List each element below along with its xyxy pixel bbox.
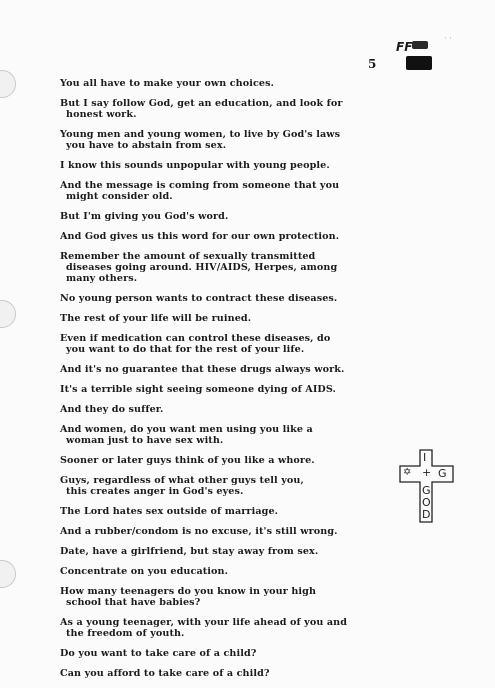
cross-right-letter: G	[438, 467, 447, 480]
text-line-start: It's a terrible sight seeing someone dying of AIDS.	[60, 384, 336, 395]
text-line	[60, 333, 405, 355]
text-line	[60, 566, 405, 577]
text-line-start: Sooner or later guys think of you like a whore.	[60, 455, 315, 466]
header-initials: FF	[396, 40, 413, 54]
text-line-continuation: woman just to have sex with.	[66, 435, 224, 446]
binder-hole	[0, 300, 16, 328]
text-line	[60, 668, 405, 679]
text-line-start: Do you want to take care of a child?	[60, 648, 257, 659]
text-body	[60, 78, 405, 688]
text-line	[60, 648, 405, 659]
text-line-continuation: this creates anger in God's eyes.	[66, 486, 244, 497]
text-line-start: But I'm giving you God's word.	[60, 211, 229, 222]
text-line-start: You all have to make your own choices.	[60, 78, 275, 89]
text-line	[60, 313, 405, 324]
text-line-start: Can you afford to take care of a child?	[60, 668, 270, 679]
text-line-start: Date, have a girlfriend, but stay away from sex.	[60, 546, 319, 557]
cross-center-plus: +	[422, 466, 432, 479]
text-line-start: And it's no guarantee that these drugs always work.	[60, 364, 345, 375]
text-line-start: Guys, regardless of what other guys tell you,	[60, 475, 304, 486]
text-line-start: As a young teenager, with your life ahead of you and	[60, 617, 348, 628]
text-line	[60, 180, 405, 202]
text-line-start: The rest of your life will be ruined.	[60, 313, 252, 324]
text-line-start: And a rubber/condom is no excuse, it's still wrong.	[60, 526, 338, 537]
text-line	[60, 98, 405, 120]
text-line-continuation: you have to abstain from sex.	[66, 140, 227, 151]
cross-letter-2: O	[422, 496, 431, 509]
text-line-start: No young person wants to contract these diseases.	[60, 293, 338, 304]
text-line	[60, 293, 405, 304]
text-line-continuation: school that have babies?	[66, 597, 201, 608]
text-line	[60, 586, 405, 608]
cross-letter-1: G	[422, 484, 431, 497]
corner-mark: · ·	[444, 34, 452, 43]
text-line	[60, 424, 405, 446]
text-line-continuation: diseases going around. HIV/AIDS, Herpes, among	[66, 262, 338, 273]
text-line-start: And God gives us this word for our own protection.	[60, 231, 340, 242]
text-line	[60, 78, 405, 89]
text-line	[60, 526, 405, 537]
text-line-start: How many teenagers do you know in your high	[60, 586, 317, 597]
text-line-start: The Lord hates sex outside of marriage.	[60, 506, 279, 517]
text-line-start: But I say follow God, get an education, and look for	[60, 98, 343, 109]
cross-drawing	[398, 448, 456, 524]
redaction-mark	[412, 41, 428, 49]
page-header	[368, 34, 464, 74]
text-line-continuation: might consider old.	[66, 191, 173, 202]
text-line	[60, 129, 405, 151]
text-line-continuation: honest work.	[66, 109, 137, 120]
text-line-start: Even if medication can control these diseases, do	[60, 333, 331, 344]
cross-letter-3: D	[422, 508, 431, 521]
text-line	[60, 231, 405, 242]
text-line-continuation: the freedom of youth.	[66, 628, 185, 639]
text-line	[60, 546, 405, 557]
binder-hole	[0, 70, 16, 98]
text-line-continuation: you want to do that for the rest of your life.	[66, 344, 305, 355]
star-of-david-icon: ✡	[403, 467, 412, 478]
text-line-start: I know this sounds unpopular with young people.	[60, 160, 330, 171]
text-line	[60, 251, 405, 284]
text-line	[60, 211, 405, 222]
text-line	[60, 455, 405, 466]
text-line-start: Remember the amount of sexually transmitted	[60, 251, 316, 262]
text-line	[60, 475, 405, 497]
cross-top-letter: I	[423, 451, 427, 464]
text-line-start: Concentrate on you education.	[60, 566, 229, 577]
text-line	[60, 160, 405, 171]
text-line-start: And women, do you want men using you like a	[60, 424, 313, 435]
text-line	[60, 506, 405, 517]
text-line-start: And they do suffer.	[60, 404, 164, 415]
text-line-start: Young men and young women, to live by God's laws	[60, 129, 341, 140]
text-line	[60, 364, 405, 375]
page-number: 5	[368, 57, 377, 71]
text-line	[60, 384, 405, 395]
binder-hole	[0, 560, 16, 588]
text-line	[60, 404, 405, 415]
text-line-start: And the message is coming from someone that you	[60, 180, 340, 191]
text-line-continuation: many others.	[66, 273, 138, 284]
text-line	[60, 617, 405, 639]
redaction-box	[406, 56, 432, 70]
